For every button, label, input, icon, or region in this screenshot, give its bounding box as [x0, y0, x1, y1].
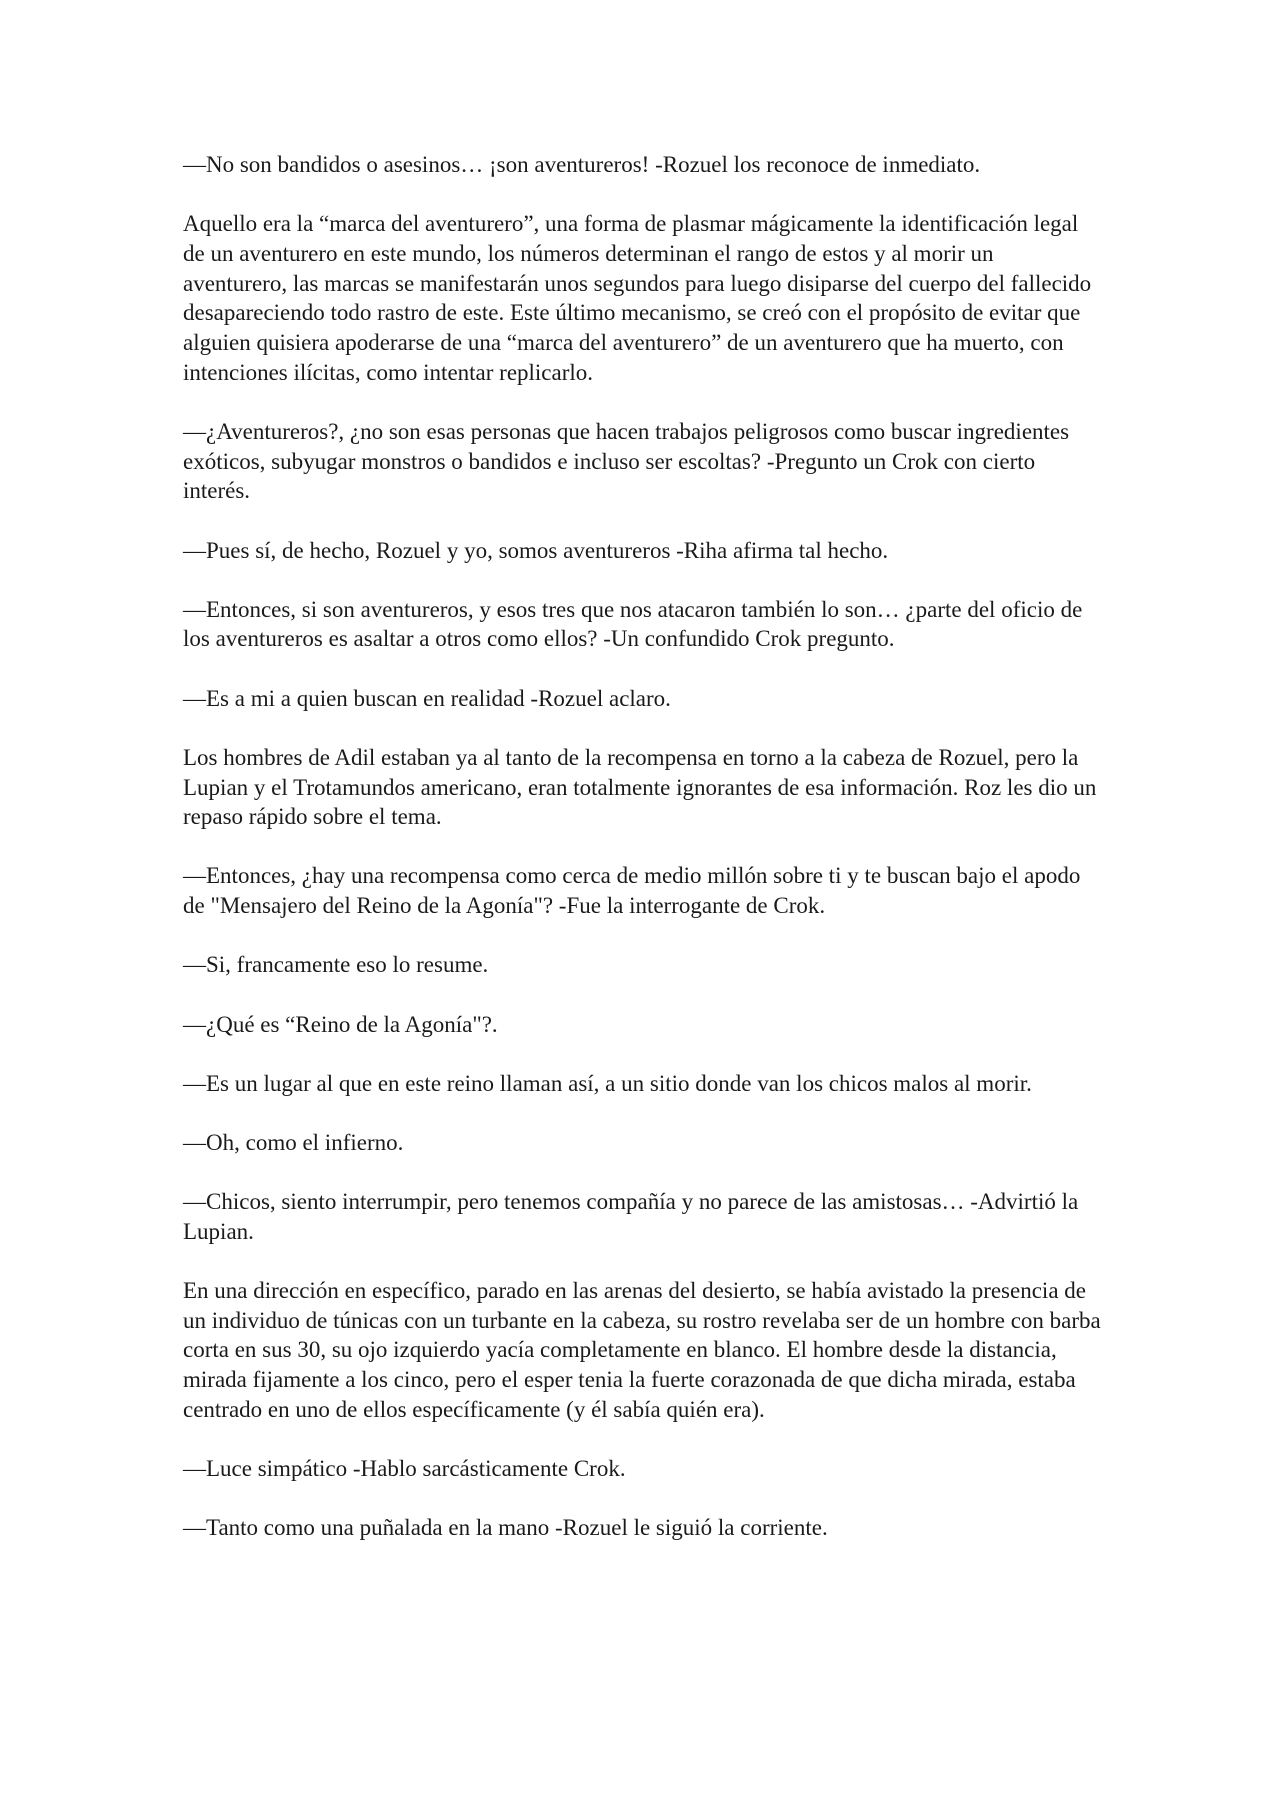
paragraph: —¿Aventureros?, ¿no son esas personas que hacen trabajos peligrosos como buscar ingredientes exóticos, subyugar monstros o bandidos e incluso ser escoltas? -Pregunto un Crok con cierto interés. [183, 418, 1070, 504]
paragraph: —Chicos, siento interrumpir, pero tenemos compañía y no parece de las amistosas… -Advirtió la Lupian. [183, 1189, 1079, 1244]
paragraph: —Es un lugar al que en este reino llaman así, a un sitio donde van los chicos malos al morir. [183, 1070, 1032, 1096]
paragraph: —¿Qué es “Reino de la Agonía"?. [183, 1011, 498, 1037]
paragraph: —Oh, como el infierno. [183, 1129, 404, 1155]
paragraph: —Entonces, si son aventureros, y esos tres que nos atacaron también lo son… ¿parte del oficio de los aventureros es asaltar a otros como ellos? -Un confundido Crok pregunto. [183, 596, 1083, 652]
paragraph: —Luce simpático -Hablo sarcásticamente Crok. [183, 1456, 626, 1482]
paragraph: En una dirección en específico, parado en las arenas del desierto, se había avistado la presencia de un individuo de túnicas con un turbante en la cabeza, su rostro revelaba ser de un hombre con barba corta en sus 30, su ojo izquierdo yacía completamente en blanco. El hombre desde la distancia, mirada fijamente a los cinco, pero el esper tenia la fuerte corazonada de que dicha mirada, estaba centrado en uno de ellos específicamente (y él sabía quién era). [183, 1278, 1101, 1422]
paragraph: Los hombres de Adil estaban ya al tanto de la recompensa en torno a la cabeza de Rozuel, pero la Lupian y el Trotamundos americano, eran totalmente ignorantes de esa información. Roz les dio un repaso rápido sobre el tema. [183, 744, 1097, 830]
paragraph: —Si, francamente eso lo resume. [183, 952, 489, 978]
paragraph: —Tanto como una puñalada en la mano -Rozuel le siguió la corriente. [183, 1515, 828, 1541]
paragraph: —Pues sí, de hecho, Rozuel y yo, somos aventureros -Riha afirma tal hecho. [183, 537, 889, 563]
paragraph: —No son bandidos o asesinos… ¡son aventureros! -Rozuel los reconoce de inmediato. [183, 152, 981, 177]
paragraph: —Es a mi a quien buscan en realidad -Rozuel aclaro. [183, 685, 671, 711]
paragraph: —Entonces, ¿hay una recompensa como cerca de medio millón sobre ti y te buscan bajo el apodo de "Mensajero del Reino de la Agonía"? -Fue la interrogante de Crok. [183, 863, 1081, 919]
document-page [183, 150, 1103, 1573]
paragraph: Aquello era la “marca del aventurero”, una forma de plasmar mágicamente la identificación legal de un aventurero en este mundo, los números determinan el rango de estos y al morir un aventurero, las marcas se manifestarán unos segundos para luego disiparse del cuerpo del fallecido desapareciendo todo rastro de este. Este último mecanismo, se creó con el propósito de evitar que alguien quisiera apoderarse de una “marca del aventurero” de un aventurero que ha muerto, con intenciones ilícitas, como intentar replicarlo. [183, 211, 1092, 385]
